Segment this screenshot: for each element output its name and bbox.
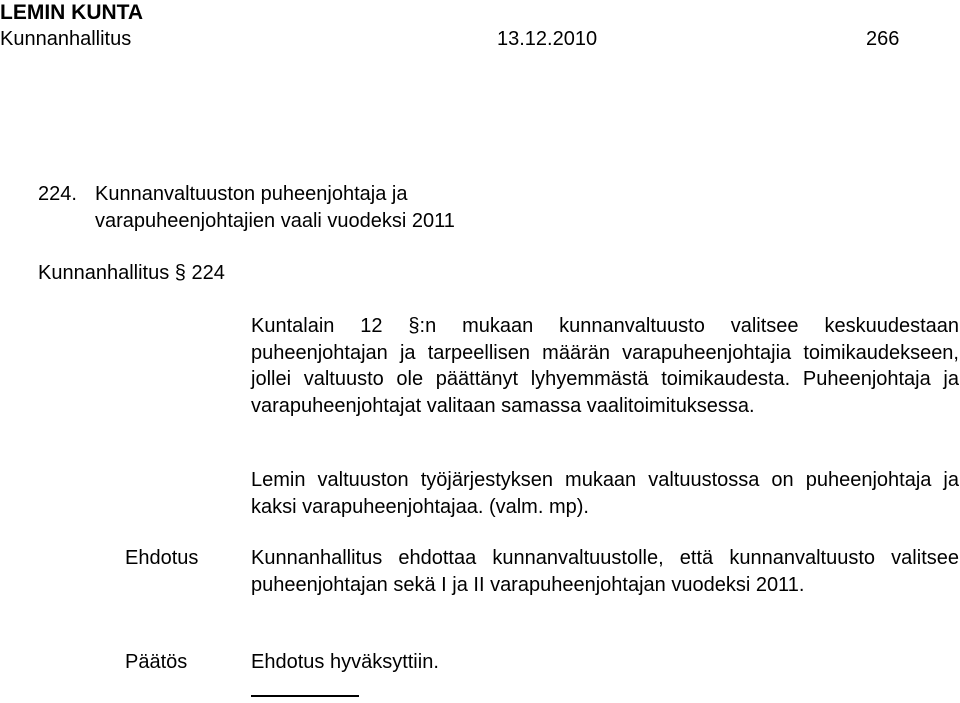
proposal-label: Ehdotus xyxy=(125,547,199,569)
proposal-text: Kunnanhallitus ehdottaa kunnanvaltuustolle, että kunnanvaltuusto valitsee puheenjohtajan sekä I ja II varapuheenjohtajan vuodeksi 2011. xyxy=(251,547,959,596)
section-title-line-2: varapuheenjohtajien vaali vuodeksi 2011 xyxy=(95,210,455,232)
signature-rule xyxy=(251,695,359,697)
page-number: 266 xyxy=(866,28,900,50)
section-title xyxy=(95,181,455,235)
paragraph-legal-basis: Kuntalain 12 §:n mukaan kunnanvaltuusto valitsee keskuudestaan puheenjohtajan ja tarpeellisen määrän varapuheenjohtajia toimikaudekseen, jollei valtuusto ole päättänyt lyhyemmästä toimikaudesta. Puheenjohtaja ja varapuheenjohtajat valitaan samassa vaalitoimituksessa. xyxy=(251,315,959,417)
decision-text: Ehdotus hyväksyttiin. xyxy=(251,651,439,673)
paragraph-rules-of-procedure: Lemin valtuuston työjärjestyksen mukaan valtuustossa on puheenjohtaja ja kaksi varapuheenjohtajaa. (valm. mp). xyxy=(251,469,959,518)
header-body-name: Kunnanhallitus xyxy=(0,28,132,50)
section-title-line-1: Kunnanvaltuuston puheenjohtaja ja xyxy=(95,183,408,205)
decision-label: Päätös xyxy=(125,651,188,673)
organization-name: LEMIN KUNTA xyxy=(0,1,144,24)
section-reference: Kunnanhallitus § 224 xyxy=(38,262,225,284)
section-number: 224. xyxy=(38,183,77,205)
header-date: 13.12.2010 xyxy=(497,28,598,50)
